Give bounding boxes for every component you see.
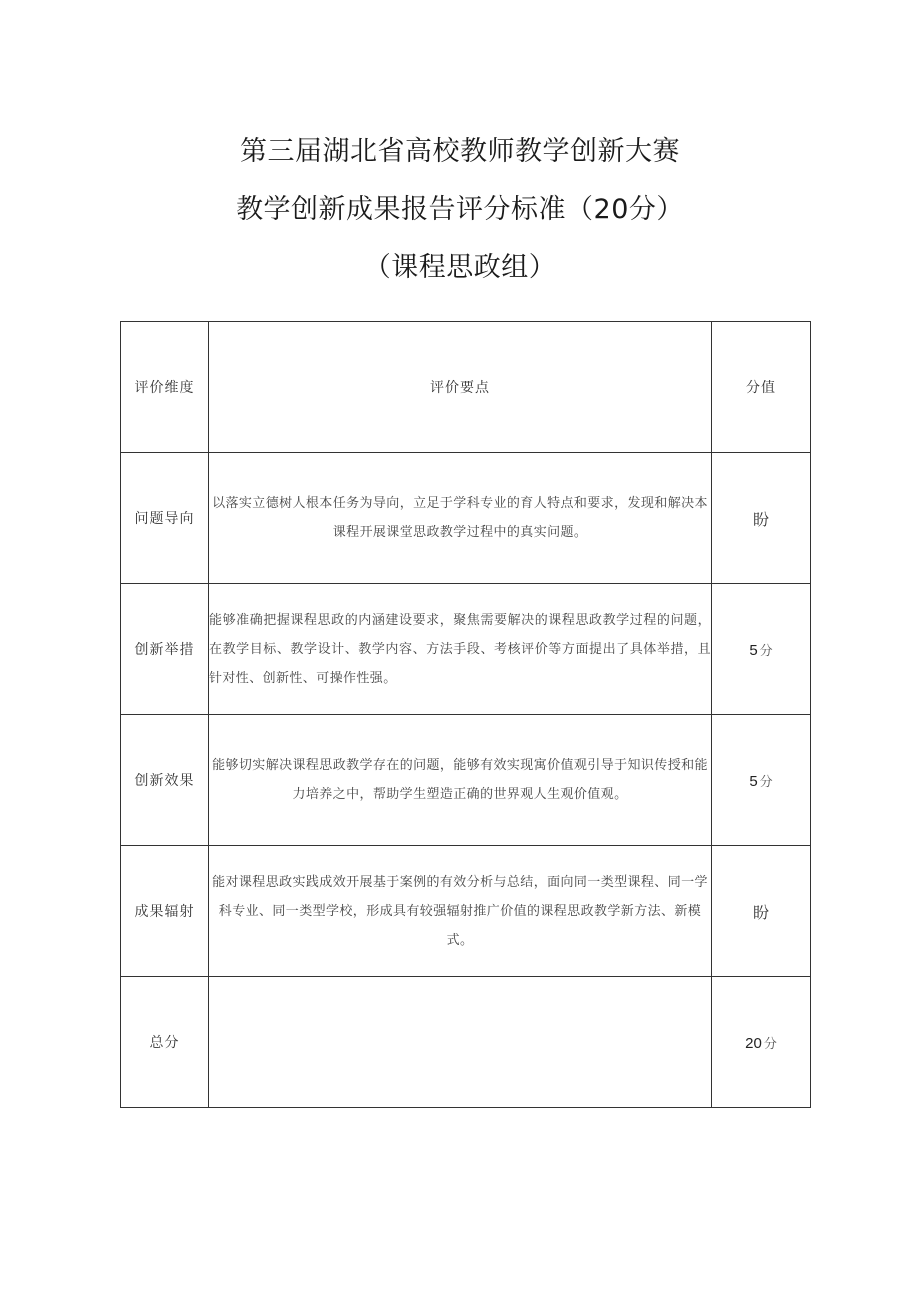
header-points: 评价要点 xyxy=(209,322,712,453)
table-header-row xyxy=(121,322,811,453)
table-row xyxy=(121,453,811,584)
row-description: 能对课程思政实践成效开展基于案例的有效分析与总结，面向同一类型课程、同一学科专业、同一类型学校，形成具有较强辐射推广价值的课程思政教学新方法、新模式。 xyxy=(209,846,712,977)
row-description: 以落实立德树人根本任务为导向，立足于学科专业的育人特点和要求，发现和解决本课程开展课堂思政教学过程中的真实问题。 xyxy=(209,453,712,584)
score-unit: 分 xyxy=(759,643,773,659)
total-score-unit: 分 xyxy=(763,1036,777,1052)
score-value: 5 xyxy=(749,772,758,790)
table-row xyxy=(121,846,811,977)
row-score xyxy=(712,846,811,977)
header-score: 分值 xyxy=(712,322,811,453)
title-group: （课程思政组） xyxy=(363,252,557,283)
total-label: 总分 xyxy=(121,977,209,1108)
row-score xyxy=(712,584,811,715)
score-glyph: 盼 xyxy=(752,509,769,529)
title-scoring-standard: 教学创新成果报告评分标准（20分） xyxy=(236,194,684,225)
table-row xyxy=(121,715,811,846)
row-dimension: 成果辐射 xyxy=(121,846,209,977)
score-value: 5 xyxy=(749,641,758,659)
total-empty-cell xyxy=(209,977,712,1108)
row-score xyxy=(712,453,811,584)
scoring-table xyxy=(120,321,811,1108)
score-glyph: 盼 xyxy=(752,902,769,922)
row-description: 能够切实解决课程思政教学存在的问题，能够有效实现寓价值观引导于知识传授和能力培养之中，帮助学生塑造正确的世界观人生观价值观。 xyxy=(209,715,712,846)
row-dimension: 问题导向 xyxy=(121,453,209,584)
title-competition: 第三届湖北省高校教师教学创新大赛 xyxy=(240,136,680,167)
row-dimension: 创新举措 xyxy=(121,584,209,715)
header-dimension: 评价维度 xyxy=(121,322,209,453)
score-unit: 分 xyxy=(759,774,773,790)
document-title xyxy=(0,130,920,282)
table-total-row xyxy=(121,977,811,1108)
table-row xyxy=(121,584,811,715)
row-dimension: 创新效果 xyxy=(121,715,209,846)
total-score-value: 20 xyxy=(745,1034,762,1052)
total-score xyxy=(712,977,811,1108)
row-description: 能够准确把握课程思政的内涵建设要求，聚焦需要解决的课程思政教学过程的问题，在教学目标、教学设计、教学内容、方法手段、考核评价等方面提出了具体举措，且针对性、创新性、可操作性强。 xyxy=(209,584,712,715)
row-score xyxy=(712,715,811,846)
